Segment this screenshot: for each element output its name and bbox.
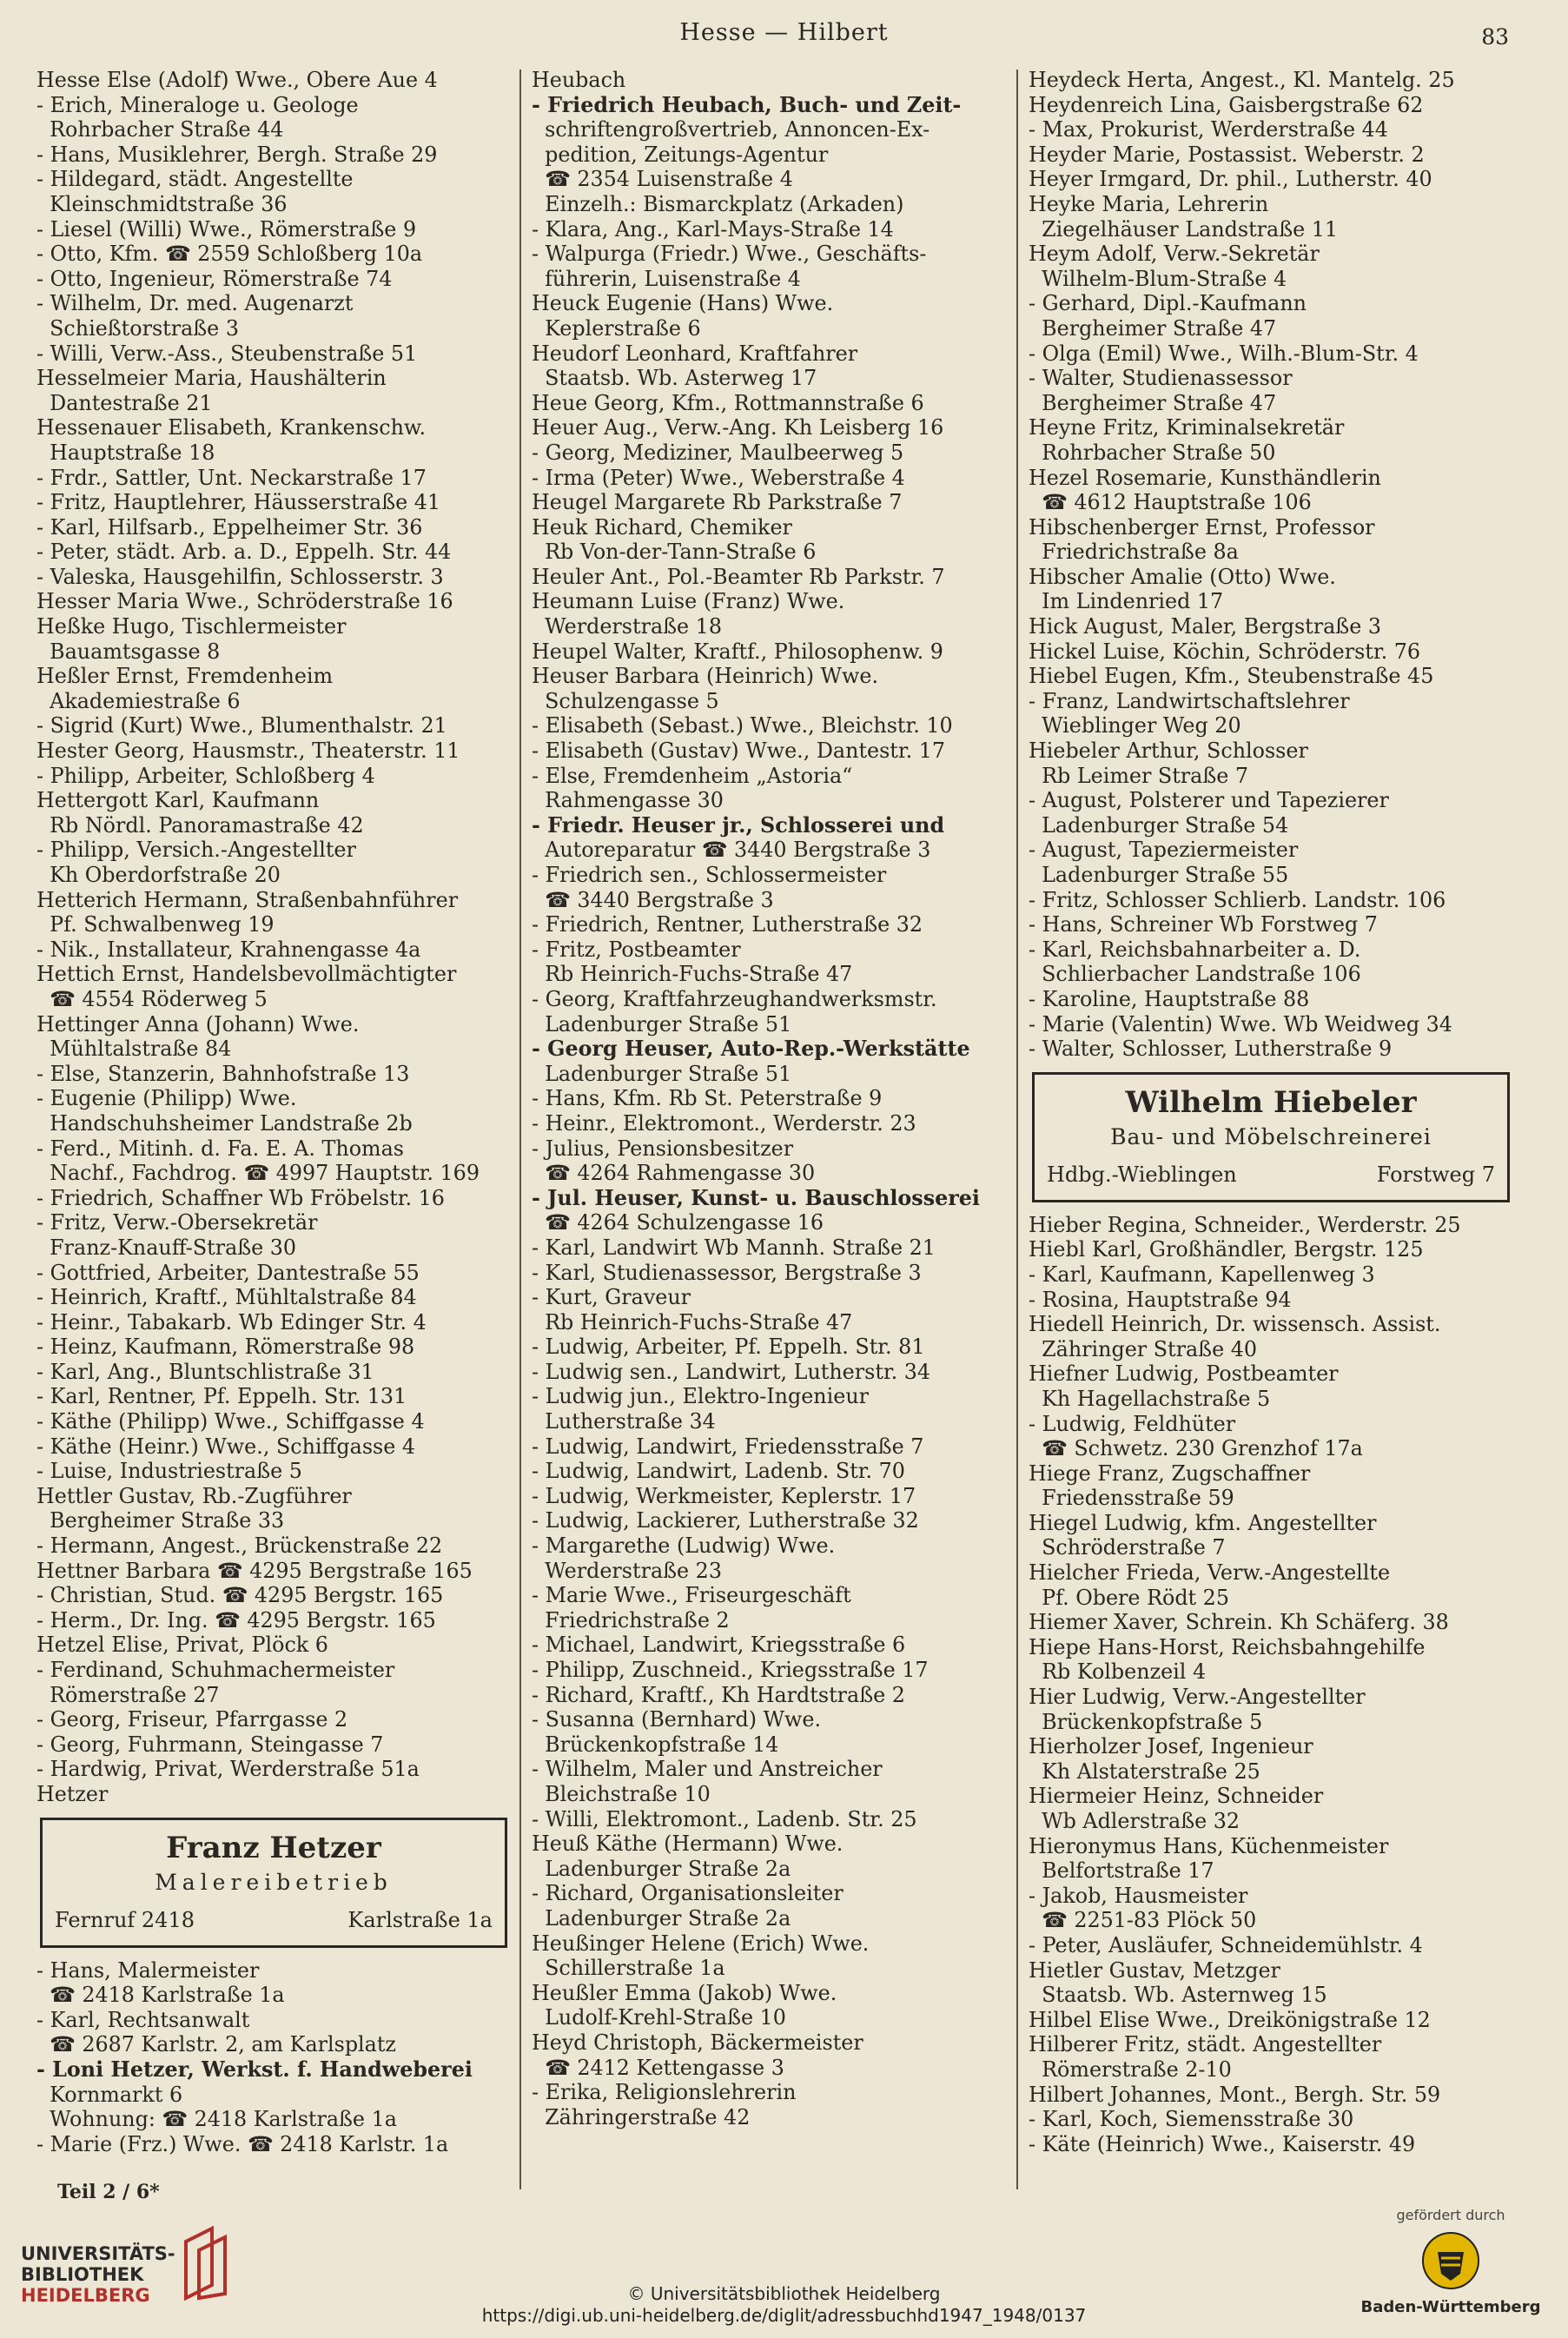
directory-entry-line: Kleinschmidtstraße 36 [36, 191, 288, 216]
directory-entry-line: Heyder Marie, Postassist. Weberstr. 2 [1029, 142, 1425, 167]
advertisement-box [40, 1818, 507, 1948]
directory-entry-line: - Philipp, Arbeiter, Schloßberg 4 [36, 763, 375, 788]
directory-entry-line: Heugel Margarete Rb Parkstraße 7 [532, 490, 903, 515]
directory-entry-line: - Hans, Malermeister [36, 1957, 260, 1983]
directory-entry-line: - Sigrid (Kurt) Wwe., Blumenthalstr. 21 [36, 713, 447, 738]
directory-entry-line: Autoreparatur ☎ 3440 Bergstraße 3 [532, 838, 931, 863]
directory-entry-line: Bergheimer Straße 47 [1029, 390, 1277, 415]
directory-entry-line: - Fritz, Hauptlehrer, Häusserstraße 41 [36, 490, 441, 515]
advertisement-business: Bau- und Möbelschreinerei [1110, 1123, 1432, 1149]
directory-entry-line: - Philipp, Zuschneid., Kriegsstraße 17 [532, 1658, 929, 1682]
directory-entry-line: - Georg, Mediziner, Maulbeerweg 5 [532, 440, 904, 465]
directory-entry-line: - Karl, Kaufmann, Kapellenweg 3 [1029, 1262, 1375, 1287]
directory-entry-line: - Karl, Rechtsanwalt [36, 2007, 250, 2032]
copyright-notice: © Universitätsbibliothek Heidelberg https://digi.ub.uni-heidelberg.de/diglit/adressbuchhd1947_1948/0137 [0, 2283, 1568, 2327]
signature-mark: Teil 2 / 6* [57, 2181, 160, 2203]
directory-entry-line: - Georg, Friseur, Pfarrgasse 2 [36, 1707, 348, 1732]
advertisement-name: Franz Hetzer [166, 1830, 381, 1865]
directory-entry-line: - Nik., Installateur, Krahnengasse 4a [36, 937, 421, 962]
directory-entry-line: - Else, Fremdenheim „Astoria“ [532, 763, 853, 788]
directory-entry-line: Römerstraße 27 [36, 1682, 220, 1707]
directory-entry-line: Ladenburger Straße 2a [532, 1905, 791, 1931]
directory-entry-line: - Fritz, Schlosser Schlierb. Landstr. 106 [1029, 887, 1446, 912]
advertisement-footer [55, 1905, 493, 1935]
directory-entry-line: Friedrichstraße 8a [1029, 540, 1239, 565]
directory-entry-line: - Wilhelm, Dr. med. Augenarzt [36, 291, 354, 316]
directory-entry-line: Heuß Käthe (Hermann) Wwe. [532, 1831, 844, 1857]
directory-entry-line: - Eugenie (Philipp) Wwe. [36, 1086, 297, 1111]
directory-entry-line: Heydenreich Lina, Gaisbergstraße 62 [1029, 92, 1424, 117]
directory-entry-line: ☎ Schwetz. 230 Grenzhof 17a [1029, 1436, 1363, 1461]
directory-entry-line: - Käthe (Philipp) Wwe., Schiffgasse 4 [36, 1409, 425, 1434]
directory-entry-line: - Ludwig, Landwirt, Friedensstraße 7 [532, 1434, 924, 1459]
directory-entry-line: - Michael, Landwirt, Kriegsstraße 6 [532, 1633, 906, 1658]
directory-entry-line: Hibschenberger Ernst, Professor [1029, 514, 1375, 540]
directory-column-3 [1029, 68, 1515, 2156]
directory-entry-line: - Richard, Organisationsleiter [532, 1881, 844, 1906]
directory-entry-line: Hetterich Hermann, Straßenbahnführer [36, 887, 459, 912]
directory-entry-line: Bergheimer Straße 33 [36, 1508, 285, 1533]
directory-entry-line: - Marie Wwe., Friseurgeschäft [532, 1583, 851, 1608]
directory-entry-line: - Peter, städt. Arb. a. D., Eppelh. Str. 44 [36, 540, 452, 565]
directory-entry-line: Staatsb. Wb. Asterweg 17 [532, 366, 817, 391]
directory-entry-line: Heußler Emma (Jakob) Wwe. [532, 1980, 837, 2005]
directory-entry-line: ☎ 3440 Bergstraße 3 [532, 887, 774, 912]
directory-entry-line: - Hermann, Angest., Brückenstraße 22 [36, 1533, 443, 1559]
directory-entry-line: Heuer Aug., Verw.-Ang. Kh Leisberg 16 [532, 415, 944, 440]
directory-entry-line: - Karoline, Hauptstraße 88 [1029, 986, 1310, 1011]
directory-entry-line: ☎ 2251-83 Plöck 50 [1029, 1908, 1257, 1933]
directory-entry-line: Heyer Irmgard, Dr. phil., Lutherstr. 40 [1029, 167, 1432, 192]
directory-entry-line: - Walpurga (Friedr.) Wwe., Geschäfts- [532, 242, 927, 267]
directory-entry-line: Wilhelm-Blum-Straße 4 [1029, 266, 1287, 291]
directory-entry-line: Hauptstraße 18 [36, 440, 215, 465]
directory-entry-line: - Hans, Kfm. Rb St. Peterstraße 9 [532, 1086, 883, 1111]
directory-entry-line: - Ludwig, Lackierer, Lutherstraße 32 [532, 1508, 919, 1533]
directory-entry-line: Hiedell Heinrich, Dr. wissensch. Assist. [1029, 1312, 1441, 1337]
advertisement-contact: Hdbg.-Wieblingen [1047, 1162, 1237, 1187]
directory-entry-line: - Otto, Kfm. ☎ 2559 Schloßberg 10a [36, 242, 423, 267]
directory-entry-line: - Christian, Stud. ☎ 4295 Bergstr. 165 [36, 1583, 444, 1608]
directory-entry-line: Hesse Else (Adolf) Wwe., Obere Aue 4 [36, 68, 438, 92]
directory-entry-line: Mühltalstraße 84 [36, 1037, 232, 1062]
directory-entry-line: Rb Nördl. Panoramastraße 42 [36, 812, 364, 838]
directory-entry-line: - Else, Stanzerin, Bahnhofstraße 13 [36, 1061, 410, 1086]
directory-entry-line: - Ferd., Mitinh. d. Fa. E. A. Thomas [36, 1136, 405, 1161]
directory-entry-line: - Georg Heuser, Auto-Rep.-Werkstätte [532, 1037, 970, 1062]
directory-entry-line: - Walter, Studienassessor [1029, 366, 1293, 391]
directory-entry-line: Hick August, Maler, Bergstraße 3 [1029, 614, 1381, 639]
directory-entry-line: Hiebeler Arthur, Schlosser [1029, 738, 1308, 764]
directory-entry-line: Werderstraße 23 [532, 1558, 722, 1583]
directory-entry-line: Heßke Hugo, Tischlermeister [36, 614, 347, 639]
directory-entry-line: Heuk Richard, Chemiker [532, 514, 792, 540]
advertisement-contact: Fernruf 2418 [55, 1907, 195, 1932]
directory-entry-line: Schröderstraße 7 [1029, 1535, 1226, 1560]
directory-entry-line: Hetzer [36, 1781, 109, 1806]
directory-entry-line: - Margarethe (Ludwig) Wwe. [532, 1533, 836, 1559]
directory-entry-line: - Friedrich Heubach, Buch- und Zeit- [532, 92, 962, 117]
directory-entry-line: - Ludwig, Werkmeister, Keplerstr. 17 [532, 1483, 916, 1508]
directory-entry-line: - Hildegard, städt. Angestellte [36, 167, 354, 192]
directory-entry-line: - Käte (Heinrich) Wwe., Kaiserstr. 49 [1029, 2131, 1416, 2156]
directory-entry-line: Zähringer Straße 40 [1029, 1336, 1257, 1361]
directory-entry-line: Schillerstraße 1a [532, 1956, 725, 1981]
directory-entry-line: Ladenburger Straße 55 [1029, 863, 1289, 887]
directory-entry-line: - Liesel (Willi) Wwe., Römerstraße 9 [36, 216, 417, 242]
directory-entry-line: Akademiestraße 6 [36, 688, 241, 713]
directory-entry-line: Heydeck Herta, Angest., Kl. Mantelg. 25 [1029, 68, 1455, 92]
directory-entry-line: Hilberer Fritz, städt. Angestellter [1029, 2032, 1382, 2057]
directory-entry-line: Heuser Barbara (Heinrich) Wwe. [532, 664, 879, 689]
directory-entry-line: - Heinr., Tabakarb. Wb Edinger Str. 4 [36, 1309, 427, 1335]
directory-entry-line: - Ludwig, Landwirt, Ladenb. Str. 70 [532, 1459, 905, 1484]
directory-entry-line: Wieblinger Weg 20 [1029, 713, 1241, 738]
directory-entry-line: - Erika, Religionslehrerin [532, 2080, 797, 2105]
directory-entry-line: - Friedrich, Schaffner Wb Fröbelstr. 16 [36, 1185, 445, 1210]
directory-entry-line: Keplerstraße 6 [532, 315, 701, 341]
directory-entry-line: Rb Heinrich-Fuchs-Straße 47 [532, 962, 853, 987]
directory-entry-line: Ladenburger Straße 51 [532, 1061, 792, 1086]
directory-entry-line: Heue Georg, Kfm., Rottmannstraße 6 [532, 390, 924, 415]
directory-entry-line: - Georg, Kraftfahrzeughandwerksmstr. [532, 986, 937, 1011]
directory-entry-line: - Käthe (Heinr.) Wwe., Schiffgasse 4 [36, 1434, 416, 1459]
directory-entry-line: - Elisabeth (Gustav) Wwe., Dantestr. 17 [532, 738, 946, 764]
directory-entry-line: Brückenkopfstraße 5 [1029, 1709, 1263, 1734]
directory-entry-line: - Karl, Ang., Bluntschlistraße 31 [36, 1359, 374, 1384]
directory-entry-line: Staatsb. Wb. Asternweg 15 [1029, 1983, 1327, 2008]
directory-entry-line: Heßler Ernst, Fremdenheim [36, 664, 334, 689]
directory-entry-line: ☎ 2418 Karlstraße 1a [36, 1983, 285, 2008]
directory-entry-line: Friedensstraße 59 [1029, 1486, 1234, 1511]
advertisement-address: Karlstraße 1a [347, 1907, 493, 1932]
directory-entry-line: Pf. Schwalbenweg 19 [36, 912, 275, 937]
directory-entry-line: ☎ 2412 Kettengasse 3 [532, 2055, 784, 2080]
directory-entry-line: Hiepe Hans-Horst, Reichsbahngehilfe [1029, 1634, 1426, 1659]
directory-entry-line: Wohnung: ☎ 2418 Karlstraße 1a [36, 2107, 397, 2132]
directory-entry-line: - Karl, Koch, Siemensstraße 30 [1029, 2107, 1354, 2132]
directory-entry-line: - Franz, Landwirtschaftslehrer [1029, 688, 1350, 713]
directory-entry-line: - Gerhard, Dipl.-Kaufmann [1029, 291, 1307, 316]
advertisement-box [1032, 1072, 1510, 1202]
directory-entry-line: Ladenburger Straße 51 [532, 1011, 792, 1037]
advertisement-name: Wilhelm Hiebeler [1125, 1084, 1417, 1120]
directory-entry-line: ☎ 4264 Rahmengasse 30 [532, 1161, 816, 1186]
directory-entry-line: - Erich, Mineraloge u. Geologe [36, 92, 359, 117]
directory-entry-line: - Susanna (Bernhard) Wwe. [532, 1707, 822, 1732]
directory-entry-line: Hielcher Frieda, Verw.-Angestellte [1029, 1560, 1391, 1586]
directory-entry-line: Hibscher Amalie (Otto) Wwe. [1029, 564, 1336, 589]
directory-entry-line: - Philipp, Versich.-Angestellter [36, 838, 356, 863]
directory-entry-line: - Heinz, Kaufmann, Römerstraße 98 [36, 1335, 415, 1360]
directory-entry-line: Hezel Rosemarie, Kunsthändlerin [1029, 465, 1381, 490]
directory-entry-line: - Ludwig, Arbeiter, Pf. Eppelh. Str. 81 [532, 1335, 925, 1360]
directory-entry-line: Hettler Gustav, Rb.-Zugführer [36, 1483, 352, 1508]
directory-entry-line: Heyke Maria, Lehrerin [1029, 191, 1269, 216]
directory-entry-line: - Peter, Ausläufer, Schneidemühlstr. 4 [1029, 1932, 1423, 1957]
directory-entry-line: ☎ 4612 Hauptstraße 106 [1029, 490, 1312, 515]
directory-entry-line: Hieber Regina, Schneider., Werderstr. 25 [1029, 1212, 1461, 1237]
directory-entry-line: ☎ 2687 Karlstr. 2, am Karlsplatz [36, 2032, 396, 2057]
directory-entry-line: - Karl, Reichsbahnarbeiter a. D. [1029, 937, 1361, 962]
directory-entry-line: Kh Oberdorfstraße 20 [36, 863, 281, 887]
directory-entry-line: - Gottfried, Arbeiter, Dantestraße 55 [36, 1260, 420, 1285]
advertisement-footer [1047, 1160, 1495, 1189]
directory-entry-line: - Hans, Schreiner Wb Forstweg 7 [1029, 912, 1378, 937]
directory-entry-line: Hier Ludwig, Verw.-Angestellter [1029, 1685, 1366, 1710]
directory-entry-line: - Fritz, Postbeamter [532, 937, 741, 962]
directory-entry-line: - Max, Prokurist, Werderstraße 44 [1029, 117, 1388, 142]
directory-entry-line: - Kurt, Graveur [532, 1285, 691, 1310]
directory-entry-line: Hetzel Elise, Privat, Plöck 6 [36, 1633, 328, 1658]
directory-entry-line: - Irma (Peter) Wwe., Weberstraße 4 [532, 465, 905, 490]
directory-entry-line: Hesselmeier Maria, Haushälterin [36, 366, 387, 391]
directory-entry-line: Zähringerstraße 42 [532, 2104, 751, 2129]
directory-entry-line: Wb Adlerstraße 32 [1029, 1809, 1241, 1833]
directory-entry-line: Lutherstraße 34 [532, 1409, 716, 1434]
directory-entry-line: - Frdr., Sattler, Unt. Neckarstraße 17 [36, 465, 427, 490]
directory-entry-line: Hesser Maria Wwe., Schröderstraße 16 [36, 589, 453, 614]
directory-entry-line: Heym Adolf, Verw.-Sekretär [1029, 242, 1320, 267]
directory-column-2 [532, 68, 1008, 2129]
directory-entry-line: - August, Polsterer und Tapezierer [1029, 788, 1389, 813]
directory-entry-line: - Walter, Schlosser, Lutherstraße 9 [1029, 1037, 1393, 1062]
directory-entry-line: Hester Georg, Hausmstr., Theaterstr. 11 [36, 738, 460, 764]
directory-entry-line: Nachf., Fachdrog. ☎ 4997 Hauptstr. 169 [36, 1161, 480, 1186]
page-number: 83 [1481, 24, 1509, 50]
directory-entry-line: Ludolf-Krehl-Straße 10 [532, 2005, 786, 2030]
library-logo-text: UNIVERSITÄTS- BIBLIOTHEK HEIDELBERG [21, 2243, 175, 2306]
directory-entry-line: Franz-Knauff-Straße 30 [36, 1235, 297, 1260]
directory-entry-line: Hiefner Ludwig, Postbeamter [1029, 1361, 1339, 1387]
directory-entry-line: Rohrbacher Straße 44 [36, 117, 284, 142]
directory-entry-line: - Hardwig, Privat, Werderstraße 51a [36, 1757, 420, 1782]
directory-entry-line: - Loni Hetzer, Werkst. f. Handweberei [36, 2057, 473, 2082]
directory-entry-line: Römerstraße 2-10 [1029, 2057, 1232, 2082]
directory-entry-line: Heubach [532, 68, 626, 92]
directory-entry-line: Rahmengasse 30 [532, 788, 724, 813]
directory-entry-line: - Karl, Landwirt Wb Mannh. Straße 21 [532, 1235, 936, 1260]
directory-entry-line: Heuler Ant., Pol.-Beamter Rb Parkstr. 7 [532, 564, 945, 589]
directory-entry-line: Kh Alstaterstraße 25 [1029, 1758, 1260, 1784]
column-divider [519, 70, 521, 2189]
directory-entry-line: - Ludwig, Feldhüter [1029, 1411, 1236, 1436]
directory-entry-line: Hietler Gustav, Metzger [1029, 1957, 1280, 1983]
directory-entry-line: Heupel Walter, Kraftf., Philosophenw. 9 [532, 639, 943, 664]
directory-entry-line: Hiege Franz, Zugschaffner [1029, 1460, 1311, 1486]
directory-entry-line: Bleichstraße 10 [532, 1781, 711, 1806]
directory-entry-line: pedition, Zeitungs-Agentur [532, 142, 829, 167]
directory-entry-line: Ladenburger Straße 2a [532, 1856, 791, 1881]
directory-entry-line: - August, Tapeziermeister [1029, 838, 1299, 863]
directory-entry-line: Heudorf Leonhard, Kraftfahrer [532, 341, 858, 366]
directory-entry-line: Hiegel Ludwig, kfm. Angestellter [1029, 1510, 1377, 1535]
directory-entry-line: Hieronymus Hans, Küchenmeister [1029, 1833, 1389, 1858]
directory-entry-line: - Herm., Dr. Ing. ☎ 4295 Bergstr. 165 [36, 1607, 436, 1633]
directory-entry-line: - Ludwig jun., Elektro-Ingenieur [532, 1384, 870, 1409]
source-url-link[interactable]: https://digi.ub.uni-heidelberg.de/diglit/adressbuchhd1947_1948/0137 [481, 2305, 1087, 2326]
directory-entry-line: - Rosina, Hauptstraße 94 [1029, 1287, 1292, 1312]
directory-entry-line: - Jakob, Hausmeister [1029, 1883, 1248, 1908]
state-seal-icon [1420, 2230, 1481, 2291]
directory-entry-line: - Marie (Valentin) Wwe. Wb Weidweg 34 [1029, 1011, 1452, 1037]
directory-entry-line: - Olga (Emil) Wwe., Wilh.-Blum-Str. 4 [1029, 341, 1419, 366]
running-title: Hesse — Hilbert [679, 19, 889, 46]
directory-entry-line: ☎ 4554 Röderweg 5 [36, 986, 268, 1011]
directory-entry-line: - Fritz, Verw.-Obersekretär [36, 1210, 318, 1235]
directory-entry-line: - Heinr., Elektromont., Werderstr. 23 [532, 1110, 916, 1136]
directory-entry-line: Im Lindenried 17 [1029, 589, 1224, 614]
directory-entry-line: Hettergott Karl, Kaufmann [36, 788, 320, 813]
directory-entry-line: - Friedrich, Rentner, Lutherstraße 32 [532, 912, 923, 937]
directory-entry-line: Rb Von-der-Tann-Straße 6 [532, 540, 817, 565]
directory-entry-line: Rb Heinrich-Fuchs-Straße 47 [532, 1309, 853, 1335]
directory-entry-line: Schulzengasse 5 [532, 688, 719, 713]
directory-entry-line: Brückenkopfstraße 14 [532, 1732, 779, 1757]
directory-entry-line: Friedrichstraße 2 [532, 1607, 730, 1633]
directory-entry-line: - Luise, Industriestraße 5 [36, 1459, 302, 1484]
directory-entry-line: Hilbert Johannes, Mont., Bergh. Str. 59 [1029, 2082, 1441, 2107]
directory-entry-line: Hickel Luise, Köchin, Schröderstr. 76 [1029, 639, 1421, 664]
directory-entry-line: Ladenburger Straße 54 [1029, 812, 1289, 838]
directory-entry-line: - Ludwig sen., Landwirt, Lutherstr. 34 [532, 1359, 931, 1384]
directory-entry-line: - Jul. Heuser, Kunst- u. Bauschlosserei [532, 1185, 980, 1210]
directory-entry-line: - Ferdinand, Schuhmachermeister [36, 1658, 395, 1682]
directory-entry-line: Hessenauer Elisabeth, Krankenschw. [36, 415, 427, 440]
directory-entry-line: - Otto, Ingenieur, Römerstraße 74 [36, 266, 393, 291]
directory-entry-line: Heumann Luise (Franz) Wwe. [532, 589, 845, 614]
directory-entry-line: Dantestraße 21 [36, 390, 213, 415]
directory-entry-line: - Wilhelm, Maler und Anstreicher [532, 1757, 883, 1782]
directory-entry-line: - Julius, Pensionsbesitzer [532, 1136, 794, 1161]
page-header [0, 19, 1568, 54]
directory-entry-line: - Karl, Hilfsarb., Eppelheimer Str. 36 [36, 514, 423, 540]
directory-entry-line: Rb Kolbenzeil 4 [1029, 1659, 1207, 1685]
directory-entry-line: Hiebl Karl, Großhändler, Bergstr. 125 [1029, 1237, 1424, 1262]
directory-entry-line: ☎ 4264 Schulzengasse 16 [532, 1210, 824, 1235]
directory-entry-line: Heuck Eugenie (Hans) Wwe. [532, 291, 834, 316]
directory-entry-line: Hettinger Anna (Johann) Wwe. [36, 1011, 360, 1037]
directory-entry-line: - Elisabeth (Sebast.) Wwe., Bleichstr. 10 [532, 713, 953, 738]
directory-entry-line: Werderstraße 18 [532, 614, 722, 639]
directory-entry-line: Hettner Barbara ☎ 4295 Bergstraße 165 [36, 1558, 473, 1583]
directory-entry-line: führerin, Luisenstraße 4 [532, 266, 801, 291]
directory-column-1 [36, 68, 513, 2156]
directory-entry-line: Heyd Christoph, Bäckermeister [532, 2030, 863, 2055]
directory-entry-line: Pf. Obere Rödt 25 [1029, 1585, 1229, 1610]
directory-entry-line: schriftengroßvertrieb, Annoncen-Ex- [532, 117, 930, 142]
advertisement-address: Forstweg 7 [1376, 1162, 1495, 1187]
directory-entry-line: Ziegelhäuser Landstraße 11 [1029, 216, 1339, 242]
directory-entry-line: - Friedr. Heuser jr., Schlosserei und [532, 812, 945, 838]
directory-entry-line: Handschuhsheimer Landstraße 2b [36, 1110, 413, 1136]
directory-entry-line: Kornmarkt 6 [36, 2082, 183, 2107]
directory-entry-line: - Heinrich, Kraftf., Mühltalstraße 84 [36, 1285, 417, 1310]
directory-entry-line: Bergheimer Straße 47 [1029, 315, 1277, 341]
directory-entry-line: Hilbel Elise Wwe., Dreikönigstraße 12 [1029, 2007, 1431, 2032]
directory-entry-line: Heyne Fritz, Kriminalsekretär [1029, 415, 1345, 440]
directory-entry-line: Hierholzer Josef, Ingenieur [1029, 1734, 1313, 1759]
directory-entry-line: - Richard, Kraftf., Kh Hardtstraße 2 [532, 1682, 905, 1707]
funding-notice: gefördert durch Baden-Württemberg [1360, 2207, 1541, 2316]
directory-entry-line: Einzelh.: Bismarckplatz (Arkaden) [532, 191, 904, 216]
directory-entry-line: - Karl, Rentner, Pf. Eppelh. Str. 131 [36, 1384, 407, 1409]
directory-entry-line: Schießtorstraße 3 [36, 315, 239, 341]
directory-entry-line: - Marie (Frz.) Wwe. ☎ 2418 Karlstr. 1a [36, 2131, 449, 2156]
directory-entry-line: ☎ 2354 Luisenstraße 4 [532, 167, 793, 192]
directory-entry-line: - Hans, Musiklehrer, Bergh. Straße 29 [36, 142, 438, 167]
directory-entry-line: - Valeska, Hausgehilfin, Schlosserstr. 3 [36, 564, 444, 589]
advertisement-business: Malereibetrieb [155, 1869, 393, 1895]
directory-entry-line: Belfortstraße 17 [1029, 1858, 1214, 1884]
directory-entry-line: Rohrbacher Straße 50 [1029, 440, 1276, 465]
directory-entry-line: - Karl, Studienassessor, Bergstraße 3 [532, 1260, 922, 1285]
directory-entry-line: Heußinger Helene (Erich) Wwe. [532, 1931, 870, 1956]
directory-entry-line: - Willi, Elektromont., Ladenb. Str. 25 [532, 1806, 917, 1831]
directory-entry-line: Rb Leimer Straße 7 [1029, 763, 1249, 788]
directory-entry-line: Hiemer Xaver, Schrein. Kh Schäferg. 38 [1029, 1610, 1449, 1635]
directory-entry-line: - Willi, Verw.-Ass., Steubenstraße 51 [36, 341, 418, 366]
directory-entry-line: Hiermeier Heinz, Schneider [1029, 1784, 1324, 1809]
directory-entry-line: Hiebel Eugen, Kfm., Steubenstraße 45 [1029, 664, 1434, 689]
directory-entry-line: Kh Hagellachstraße 5 [1029, 1386, 1271, 1411]
directory-entry-line: Hettich Ernst, Handelsbevollmächtigter [36, 962, 457, 987]
directory-entry-line: - Georg, Fuhrmann, Steingasse 7 [36, 1732, 384, 1757]
directory-entry-line: - Friedrich sen., Schlossermeister [532, 863, 887, 887]
column-divider [1016, 70, 1018, 2189]
directory-entry-line: Schlierbacher Landstraße 106 [1029, 962, 1361, 987]
directory-entry-line: Bauamtsgasse 8 [36, 639, 221, 664]
directory-entry-line: - Klara, Ang., Karl-Mays-Straße 14 [532, 216, 894, 242]
